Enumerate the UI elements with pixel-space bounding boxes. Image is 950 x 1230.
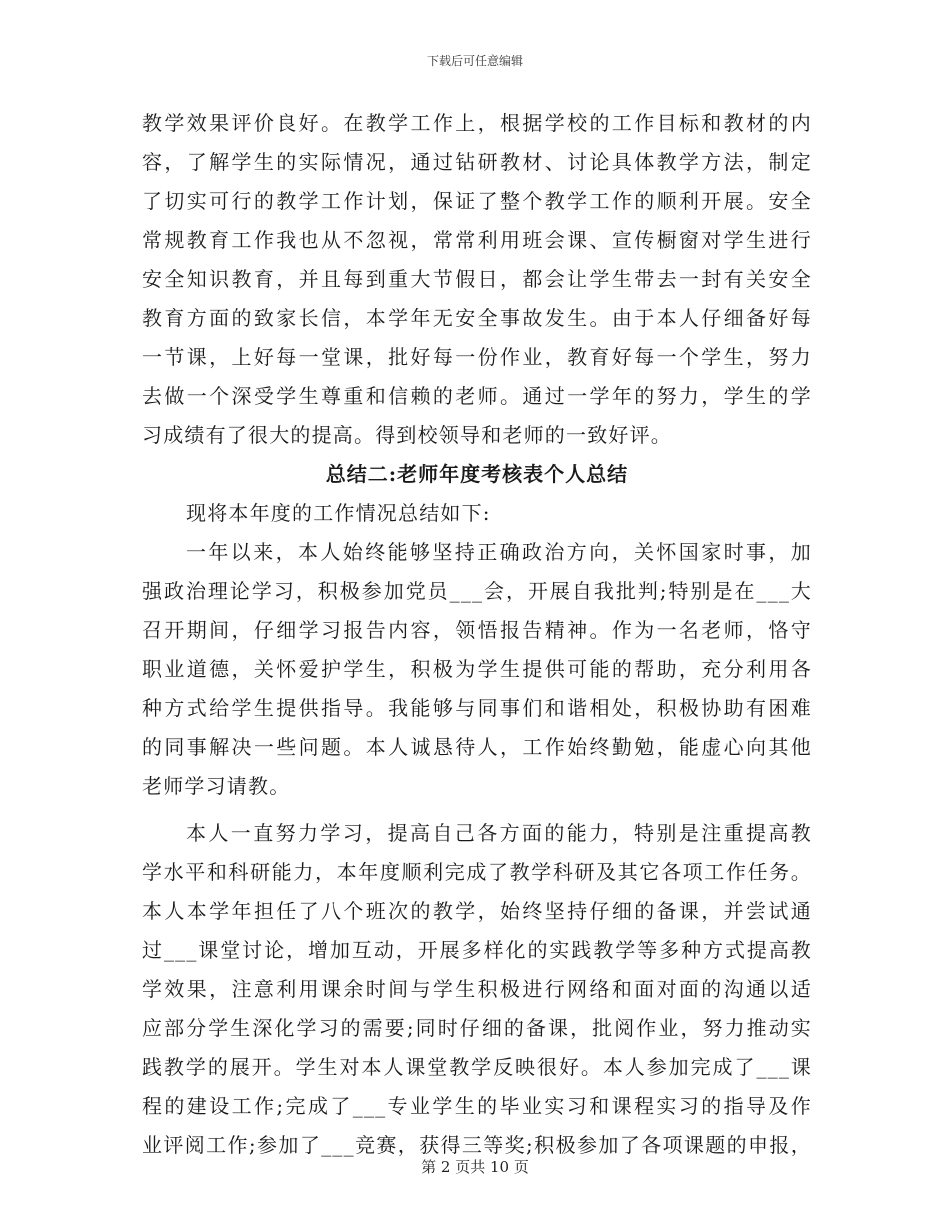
page-number: 第 2 页共 10 页 <box>421 1158 529 1176</box>
text-line: 程的建设工作;完成了___专业学生的毕业实习和课程实习的指导及作 <box>142 1094 812 1118</box>
page-header: 下载后可任意编辑 <box>426 54 523 68</box>
text-line: 应部分学生深化学习的需要;同时仔细的备课，批阅作业，努力推动实 <box>142 1016 812 1040</box>
text-line: 职业道德，关怀爱护学生，积极为学生提供可能的帮助，充分利用各 <box>142 657 812 681</box>
text-line: 老师学习请教。 <box>142 774 291 798</box>
intro-line: 现将本年度的工作情况总结如下: <box>186 501 491 525</box>
text-line: 一节课，上好每一堂课，批好每一份作业，教育好每一个学生，努力 <box>142 345 812 369</box>
text-line: 习成绩有了很大的提高。得到校领导和老师的一致好评。 <box>142 423 672 447</box>
text-line: 去做一个深受学生尊重和信赖的老师。通过一学年的努力，学生的学 <box>142 384 812 408</box>
text-line: 常规教育工作我也从不忽视，常常利用班会课、宣传橱窗对学生进行 <box>142 228 812 252</box>
paragraph-spacer <box>142 806 812 814</box>
text-line: 种方式给学生提供指导。我能够与同事们和谐相处，积极协助有困难 <box>142 696 812 720</box>
section-title: 总结二:老师年度考核表个人总结 <box>325 462 629 486</box>
text-line: 了切实可行的教学工作计划，保证了整个教学工作的顺利开展。安全 <box>142 189 812 213</box>
text-line: 一年以来，本人始终能够坚持正确政治方向，关怀国家时事，加 <box>186 540 812 564</box>
text-line: 本人一直努力学习，提高自己各方面的能力，特别是注重提高教 <box>186 821 812 845</box>
text-line: 安全知识教育，并且每到重大节假日，都会让学生带去一封有关安全 <box>142 267 812 291</box>
text-line: 的同事解决一些问题。本人诚恳待人，工作始终勤勉，能虚心向其他 <box>142 735 812 759</box>
text-line: 召开期间，仔细学习报告内容，领悟报告精神。作为一名老师，恪守 <box>142 618 812 642</box>
paragraph-1 <box>142 104 812 455</box>
text-line: 学水平和科研能力，本年度顺利完成了教学科研及其它各项工作任务。 <box>142 860 812 884</box>
text-line: 业评阅工作;参加了___竞赛，获得三等奖;积极参加了各项课题的申报， <box>142 1133 812 1157</box>
text-line: 学效果，注意利用课余时间与学生积极进行网络和面对面的沟通以适 <box>142 977 812 1001</box>
text-line: 容，了解学生的实际情况，通过钻研教材、讨论具体教学方法，制定 <box>142 150 812 174</box>
text-line: 过___课堂讨论，增加互动，开展多样化的实践教学等多种方式提高教 <box>142 938 812 962</box>
paragraph-2 <box>142 533 812 806</box>
text-line: 强政治理论学习，积极参加党员___会，开展自我批判;特别是在___大 <box>142 579 812 603</box>
paragraph-3 <box>142 814 812 1165</box>
text-line: 本人本学年担任了八个班次的教学，始终坚持仔细的备课，并尝试通 <box>142 899 812 923</box>
text-line: 教学效果评价良好。在教学工作上，根据学校的工作目标和教材的内 <box>142 111 812 135</box>
text-line: 教育方面的致家长信，本学年无安全事故发生。由于本人仔细备好每 <box>142 306 812 330</box>
text-line: 践教学的展开。学生对本人课堂教学反映很好。本人参加完成了___课 <box>142 1055 812 1079</box>
document-body <box>142 104 812 1165</box>
